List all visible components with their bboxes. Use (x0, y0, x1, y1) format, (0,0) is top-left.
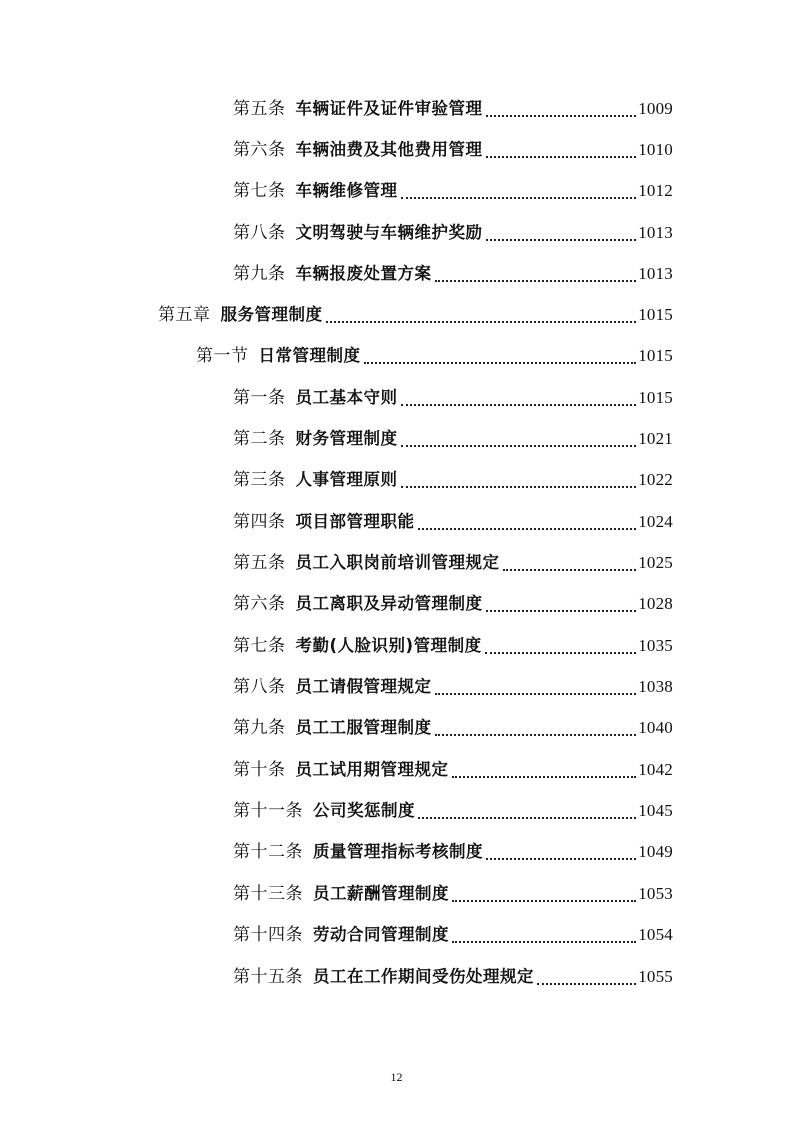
toc-entry-title: 员工在工作期间受伤处理规定 (313, 967, 534, 986)
toc-entry-title: 考勤(人脸识别)管理制度 (295, 636, 482, 655)
dot-leader (486, 857, 636, 860)
toc-entry-page: 1038 (638, 677, 673, 696)
toc-entry-page: 1028 (638, 594, 673, 613)
toc-entry-page: 1013 (638, 264, 673, 283)
toc-entry-title: 劳动合同管理制度 (313, 925, 449, 944)
toc-entry-title: 车辆证件及证件审验管理 (295, 99, 483, 118)
toc-entry-title: 公司奖惩制度 (313, 801, 415, 820)
toc-entry-number: 第四条 (233, 512, 286, 532)
toc-entry-page: 1015 (638, 346, 673, 365)
toc-entry-page: 1049 (638, 842, 673, 861)
toc-entry-title: 员工请假管理规定 (295, 677, 432, 696)
dot-leader (486, 114, 637, 117)
toc-entry-title: 员工离职及异动管理制度 (295, 594, 483, 613)
toc-entry-number: 第一节 (196, 346, 249, 366)
toc-entry-number: 第六条 (233, 594, 286, 614)
toc-entry-page: 1054 (638, 925, 673, 944)
toc-entry-title: 人事管理原则 (295, 470, 398, 489)
toc-entry-title: 质量管理指标考核制度 (313, 842, 483, 861)
toc-entry-title: 财务管理制度 (295, 429, 398, 448)
toc-entry-number: 第十五条 (233, 967, 303, 987)
toc-entry-page: 1042 (638, 760, 673, 779)
toc-entry[interactable] (233, 958, 673, 988)
toc-entry[interactable] (233, 420, 673, 450)
toc-entry-number: 第五条 (233, 553, 286, 573)
toc-entry-title: 员工试用期管理规定 (295, 760, 449, 779)
dot-leader (401, 196, 637, 199)
toc-entry[interactable] (233, 585, 673, 615)
toc-entry-number: 第七条 (233, 636, 286, 656)
dot-leader (418, 527, 637, 530)
page-number: 12 (390, 1070, 403, 1084)
dot-leader (435, 733, 637, 736)
dot-leader (486, 609, 637, 612)
toc-entry-title: 员工入职岗前培训管理规定 (295, 553, 500, 572)
toc-entry-number: 第九条 (233, 264, 286, 284)
toc-entry-title: 车辆报废处置方案 (295, 264, 432, 283)
toc-entry-number: 第十四条 (233, 925, 303, 945)
toc-entry[interactable] (233, 709, 673, 739)
toc-entry[interactable] (233, 751, 673, 781)
toc-entry-page: 1022 (638, 470, 673, 489)
toc-entry-page: 1053 (638, 884, 673, 903)
dot-leader (401, 403, 637, 406)
toc-entry[interactable] (233, 172, 673, 202)
toc-entry-title: 服务管理制度 (220, 305, 323, 324)
toc-entry-page: 1045 (638, 801, 673, 820)
toc-entry-number: 第十二条 (233, 842, 303, 862)
toc-entry-page: 1010 (638, 140, 673, 159)
toc-entry[interactable] (233, 214, 673, 244)
toc-entry[interactable] (233, 833, 673, 863)
dot-leader (452, 940, 636, 943)
toc-entry[interactable] (233, 255, 673, 285)
dot-leader (486, 238, 637, 241)
dot-leader (503, 568, 637, 571)
toc-entry-title: 车辆油费及其他费用管理 (295, 140, 483, 159)
toc-entry-number: 第五章 (158, 305, 211, 325)
toc-entry[interactable] (233, 90, 673, 120)
dot-leader (485, 651, 637, 654)
toc-entry-number: 第二条 (233, 429, 286, 449)
toc-entry-page: 1012 (638, 181, 673, 200)
dot-leader (364, 361, 637, 364)
toc-entry-page: 1021 (638, 429, 673, 448)
toc-entry-number: 第五条 (233, 99, 286, 119)
toc-entry-title: 车辆维修管理 (295, 181, 398, 200)
dot-leader (401, 444, 637, 447)
toc-entry-number: 第九条 (233, 718, 286, 738)
toc-entry-page: 1024 (638, 512, 673, 531)
toc-entry-page: 1040 (638, 718, 673, 737)
dot-leader (435, 279, 637, 282)
toc-entry[interactable] (233, 503, 673, 533)
toc-entry-number: 第八条 (233, 223, 286, 243)
toc-chapter-entry[interactable] (158, 296, 673, 326)
toc-entry-number: 第一条 (233, 388, 286, 408)
toc-entry-number: 第六条 (233, 140, 286, 160)
toc-entry-page: 1015 (638, 305, 673, 324)
dot-leader (401, 485, 637, 488)
dot-leader (452, 775, 637, 778)
toc-entry-number: 第七条 (233, 181, 286, 201)
dot-leader (486, 155, 637, 158)
dot-leader (537, 982, 636, 985)
toc-entry-title: 项目部管理职能 (295, 512, 415, 531)
toc-entry[interactable] (233, 875, 673, 905)
toc-entry-title: 员工薪酬管理制度 (313, 884, 449, 903)
toc-entry-number: 第十条 (233, 760, 286, 780)
toc-entry-title: 文明驾驶与车辆维护奖励 (295, 223, 483, 242)
toc-entry-number: 第八条 (233, 677, 286, 697)
dot-leader (326, 320, 637, 323)
toc-entry-title: 员工基本守则 (295, 388, 398, 407)
toc-entry-page: 1025 (638, 553, 673, 572)
toc-entry[interactable] (233, 131, 673, 161)
toc-entry-number: 第十三条 (233, 884, 303, 904)
toc-entry-page: 1035 (638, 636, 673, 655)
toc-entry-number: 第三条 (233, 470, 286, 490)
dot-leader (435, 692, 637, 695)
dot-leader (452, 899, 636, 902)
toc-entry-page: 1015 (638, 388, 673, 407)
toc-entry[interactable] (233, 792, 673, 822)
toc-entry-page: 1055 (638, 967, 673, 986)
toc-entry[interactable] (233, 544, 673, 574)
toc-entry-page: 1009 (638, 99, 673, 118)
toc-entry[interactable] (233, 916, 673, 946)
toc-entry-page: 1013 (638, 223, 673, 242)
toc-entry[interactable] (233, 461, 673, 491)
toc-entry-title: 日常管理制度 (258, 346, 361, 365)
toc-entry-number: 第十一条 (233, 801, 303, 821)
toc-entry[interactable] (233, 379, 673, 409)
dot-leader (418, 816, 636, 819)
toc-entry-title: 员工工服管理制度 (295, 718, 432, 737)
toc-section-entry[interactable] (196, 337, 673, 367)
toc-entry[interactable] (233, 627, 673, 657)
toc-entry[interactable] (233, 668, 673, 698)
